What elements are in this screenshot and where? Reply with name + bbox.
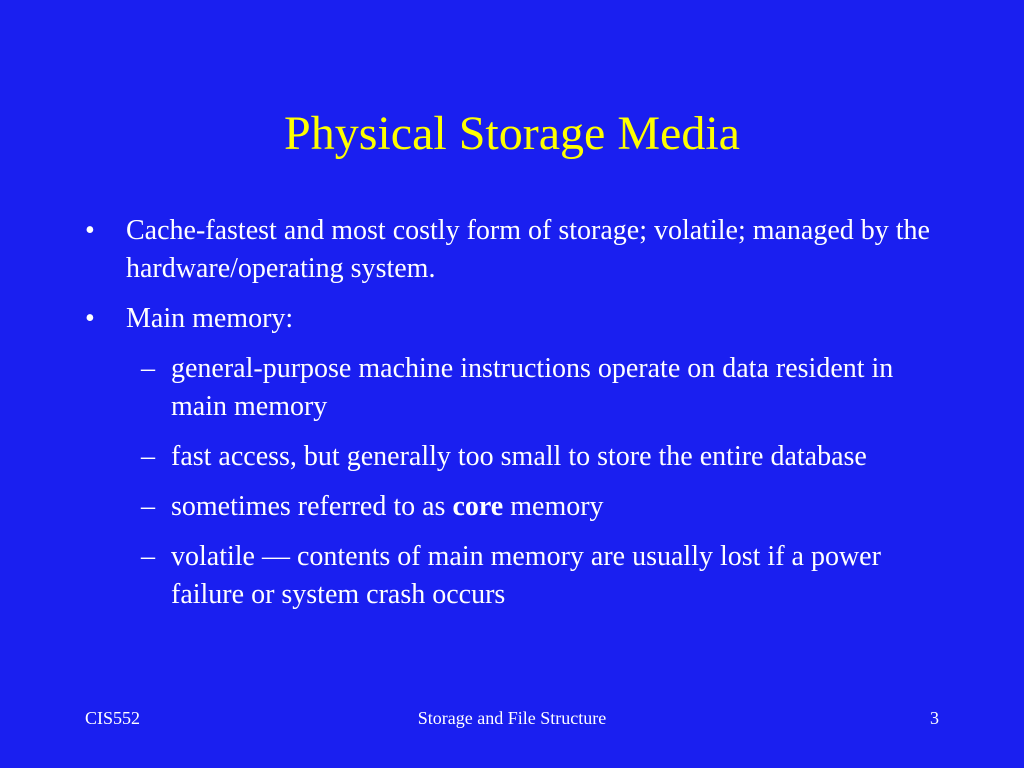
sub-item-core-memory <box>85 488 945 526</box>
bullet-marker: • <box>85 215 95 246</box>
dash-marker: – <box>141 441 155 472</box>
bullet-item-cache <box>85 212 945 288</box>
footer-slide-number: 3 <box>930 708 939 728</box>
bullet-item-main-memory <box>85 300 945 338</box>
footer-course: CIS552 <box>85 708 141 728</box>
dash-marker: – <box>141 541 155 572</box>
sub-item-general-purpose <box>85 350 945 426</box>
dash-marker: – <box>141 491 155 522</box>
sub-item-text-pre: sometimes referred to as <box>171 491 453 522</box>
bullet-marker: • <box>85 303 95 334</box>
footer-topic: Storage and File Structure <box>417 708 607 728</box>
dash-marker: – <box>141 353 155 384</box>
sub-item-volatile <box>85 538 945 614</box>
sub-item-text: general-purpose machine instructions operate on data resident in main memory <box>171 353 894 422</box>
sub-item-text-post: memory <box>503 491 604 522</box>
sub-item-fast-access <box>85 438 945 476</box>
sub-item-text-bold: core <box>452 491 504 522</box>
sub-item-text: volatile — contents of main memory are usually lost if a power failure or system crash occurs <box>171 541 881 610</box>
slide-title: Physical Storage Media <box>284 107 740 160</box>
bullet-item-text: Main memory: <box>126 303 294 334</box>
slide-body <box>85 212 945 626</box>
sub-item-text: fast access, but generally too small to store the entire database <box>171 441 867 472</box>
bullet-item-text: Cache-fastest and most costly form of storage; volatile; managed by the hardware/operating system. <box>126 215 930 284</box>
